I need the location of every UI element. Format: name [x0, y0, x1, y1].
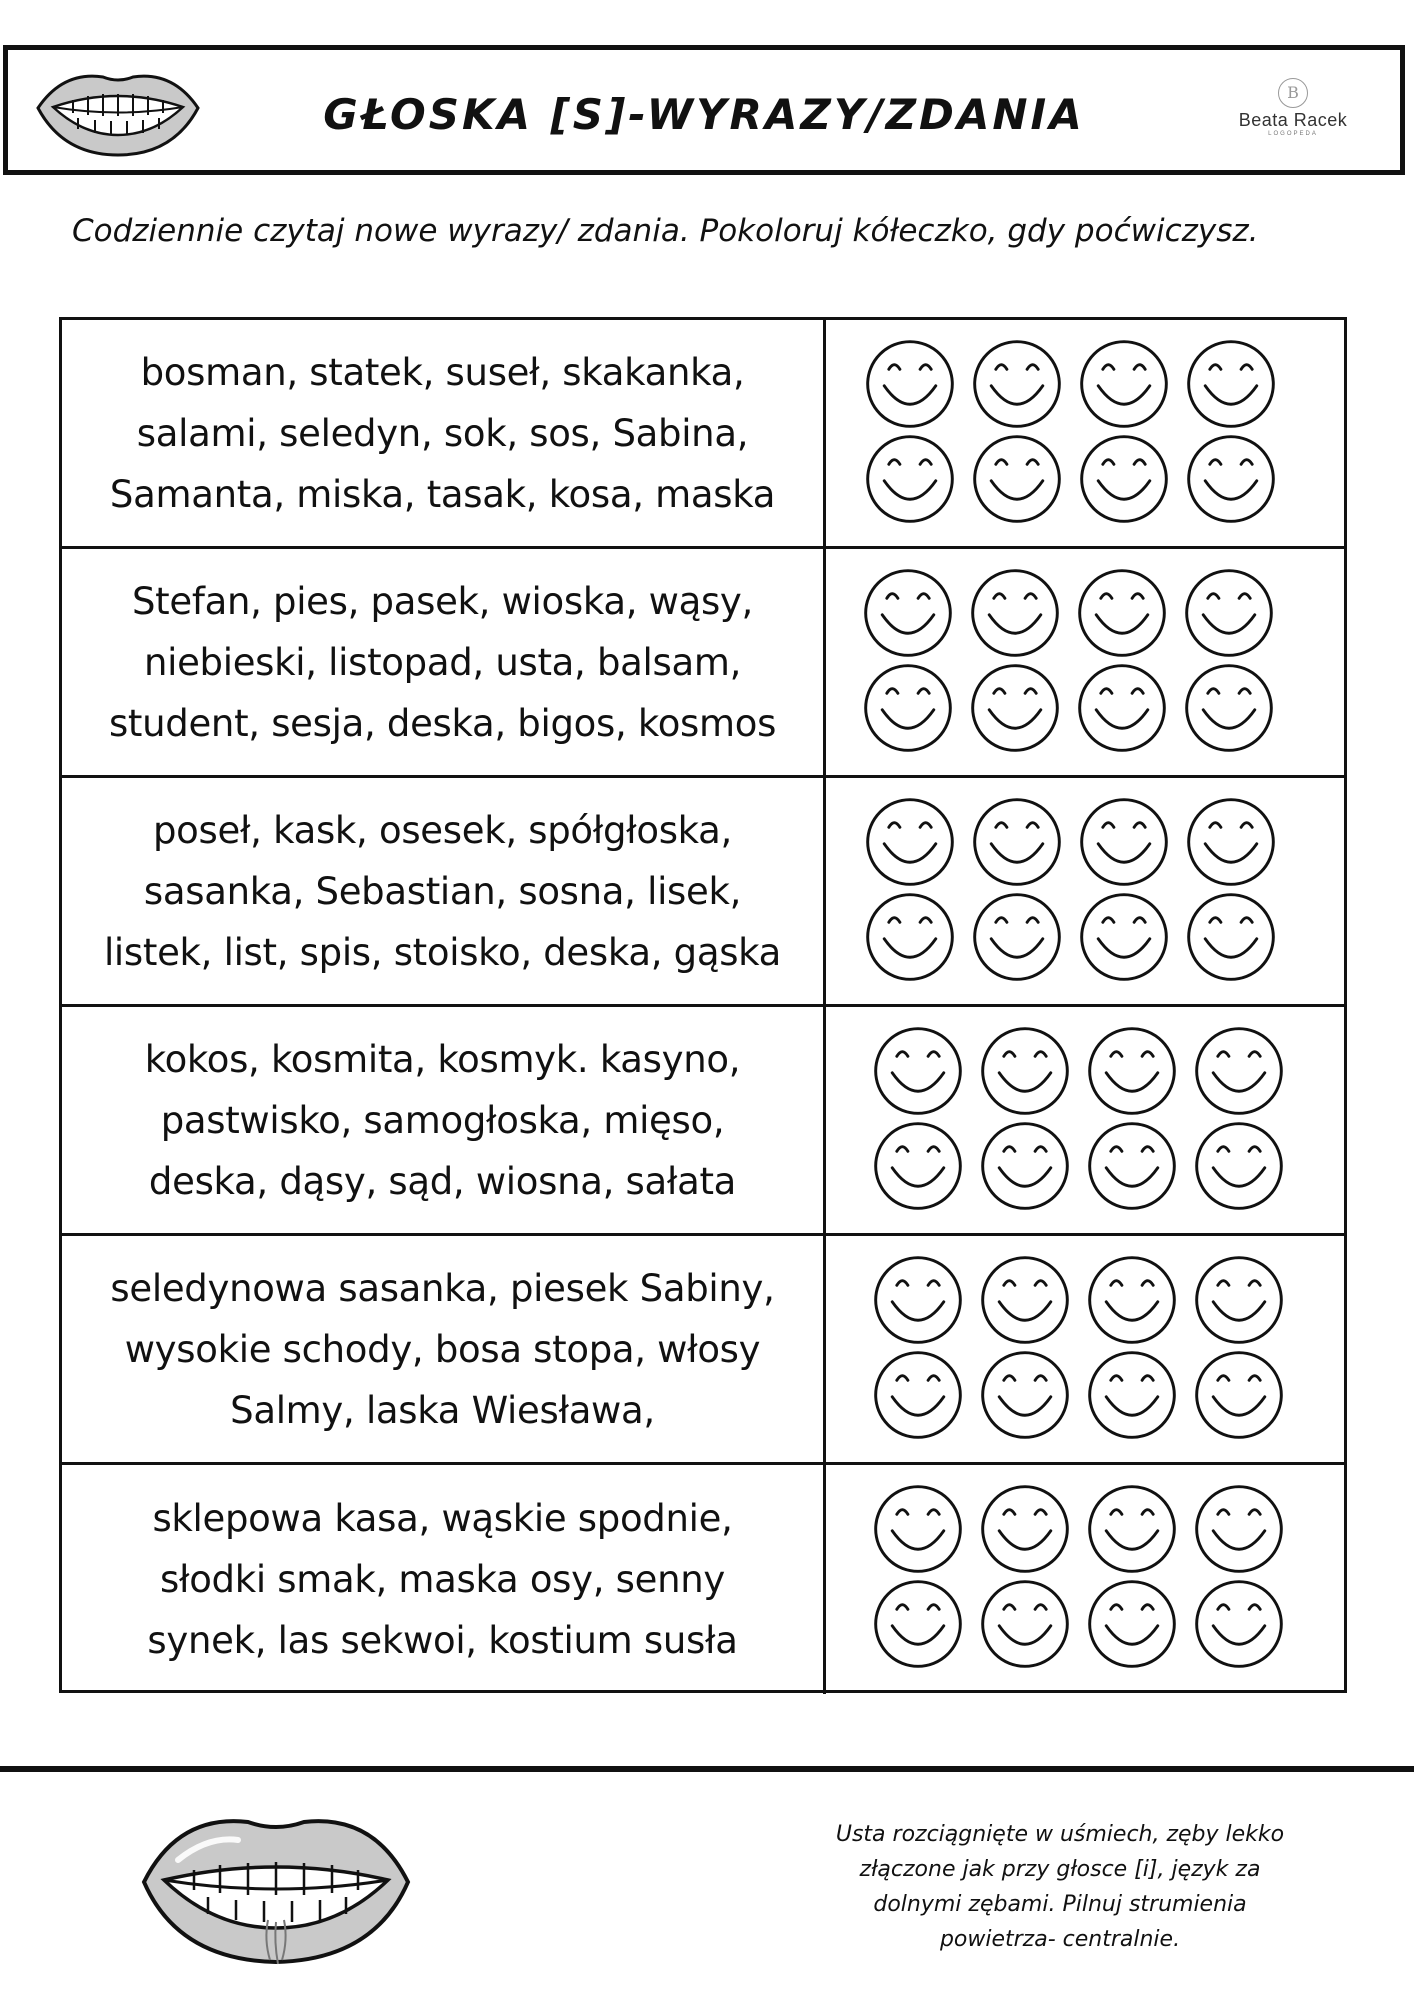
word-line: listek, list, spis, stoisko, deska, gąska: [103, 930, 782, 974]
smiley-checkbox[interactable]: [1185, 891, 1277, 983]
smiley-checkbox[interactable]: [862, 567, 954, 659]
smiley-checkbox[interactable]: [979, 1349, 1071, 1441]
table-row: [62, 1007, 1344, 1236]
word-line: bosman, statek, suseł, skakanka,: [140, 350, 745, 394]
smiley-checkbox[interactable]: [1183, 567, 1275, 659]
smiling-lips-icon: [138, 1800, 414, 1968]
smiley-grid: [826, 1465, 1344, 1694]
table-row: [62, 320, 1344, 549]
brand-name: Beata Racek: [1238, 110, 1348, 130]
word-list: [62, 549, 823, 775]
smiley-checkbox[interactable]: [979, 1120, 1071, 1212]
word-list: [62, 320, 823, 546]
note-line: dolnymi zębami. Pilnuj strumienia: [873, 1892, 1247, 1917]
table-row: [62, 549, 1344, 778]
header-box: [3, 45, 1405, 175]
table-row: [62, 1465, 1344, 1694]
smiley-checkbox[interactable]: [971, 891, 1063, 983]
smiley-checkbox[interactable]: [864, 433, 956, 525]
smiley-checkbox[interactable]: [872, 1349, 964, 1441]
word-line: sasanka, Sebastian, sosna, lisek,: [143, 869, 742, 913]
word-list: [62, 778, 823, 1004]
word-line: słodki smak, maska osy, senny: [160, 1558, 725, 1601]
note-line: powietrza- centralnie.: [939, 1927, 1181, 1952]
smiley-checkbox[interactable]: [1078, 796, 1170, 888]
smiley-checkbox[interactable]: [979, 1578, 1071, 1670]
word-line: salami, seledyn, sok, sos, Sabina,: [136, 411, 749, 455]
smiley-checkbox[interactable]: [1185, 338, 1277, 430]
smiley-checkbox[interactable]: [864, 891, 956, 983]
smiley-checkbox[interactable]: [1086, 1483, 1178, 1575]
word-line: poseł, kask, osesek, spółgłoska,: [153, 808, 732, 852]
smiley-checkbox[interactable]: [1078, 891, 1170, 983]
smiley-checkbox[interactable]: [969, 567, 1061, 659]
smiley-checkbox[interactable]: [971, 338, 1063, 430]
smiley-checkbox[interactable]: [1185, 796, 1277, 888]
smiley-checkbox[interactable]: [979, 1483, 1071, 1575]
smiley-checkbox[interactable]: [971, 433, 1063, 525]
instruction-text: Codziennie czytaj nowe wyrazy/ zdania. Pokoloruj kółeczko, gdy poćwiczysz.: [72, 213, 1259, 249]
smiley-checkbox[interactable]: [872, 1120, 964, 1212]
word-line: Stefan, pies, pasek, wioska, wąsy,: [131, 579, 753, 623]
table-row: [62, 778, 1344, 1007]
smiley-checkbox[interactable]: [1086, 1349, 1178, 1441]
smiley-checkbox[interactable]: [979, 1025, 1071, 1117]
smiley-checkbox[interactable]: [1086, 1254, 1178, 1346]
smiley-checkbox[interactable]: [862, 662, 954, 754]
word-line: niebieski, listopad, usta, balsam,: [143, 640, 742, 684]
word-line: Salmy, laska Wiesława,: [230, 1388, 655, 1432]
word-line: synek, las sekwoi, kostium susła: [147, 1619, 738, 1662]
word-line: pastwisko, samogłoska, mięso,: [160, 1098, 725, 1142]
smiley-checkbox[interactable]: [864, 338, 956, 430]
word-line: kokos, kosmita, kosmyk. kasyno,: [144, 1037, 741, 1081]
smiley-checkbox[interactable]: [1193, 1254, 1285, 1346]
smiley-checkbox[interactable]: [1193, 1483, 1285, 1575]
word-line: sklepowa kasa, wąskie spodnie,: [152, 1497, 733, 1540]
page-title: GŁOSKA [S]-WYRAZY/ZDANIA: [323, 90, 1085, 139]
brand-subtitle: LOGOPEDA: [1268, 131, 1318, 137]
exercise-table: [59, 317, 1347, 1693]
smiley-checkbox[interactable]: [1076, 567, 1168, 659]
smiley-checkbox[interactable]: [1193, 1578, 1285, 1670]
smiley-checkbox[interactable]: [872, 1254, 964, 1346]
smiley-checkbox[interactable]: [1086, 1120, 1178, 1212]
footer-divider: [0, 1766, 1414, 1772]
word-line: seledynowa sasanka, piesek Sabiny,: [110, 1266, 775, 1310]
word-line: student, sesja, deska, bigos, kosmos: [108, 701, 777, 745]
smiley-checkbox[interactable]: [971, 796, 1063, 888]
smiley-checkbox[interactable]: [872, 1578, 964, 1670]
smiley-checkbox[interactable]: [1078, 338, 1170, 430]
brand-logo: [1218, 78, 1368, 137]
smiley-checkbox[interactable]: [1185, 433, 1277, 525]
smiley-checkbox[interactable]: [872, 1483, 964, 1575]
note-line: Usta rozciągnięte w uśmiech, zęby lekko: [835, 1822, 1285, 1847]
word-list: [62, 1236, 823, 1462]
smiley-grid: [826, 1007, 1344, 1233]
smiley-checkbox[interactable]: [969, 662, 1061, 754]
word-list: [62, 1465, 823, 1694]
smiley-checkbox[interactable]: [872, 1025, 964, 1117]
smiley-checkbox[interactable]: [1076, 662, 1168, 754]
smiley-grid: [826, 778, 1344, 1004]
smiley-checkbox[interactable]: [1193, 1120, 1285, 1212]
table-row: [62, 1236, 1344, 1465]
word-line: Samanta, miska, tasak, kosa, maska: [109, 472, 776, 516]
smiley-checkbox[interactable]: [979, 1254, 1071, 1346]
articulation-note: [790, 1817, 1330, 1957]
smiley-checkbox[interactable]: [864, 796, 956, 888]
smiley-checkbox[interactable]: [1086, 1025, 1178, 1117]
smiley-checkbox[interactable]: [1193, 1349, 1285, 1441]
word-line: wysokie schody, bosa stopa, włosy: [124, 1327, 761, 1371]
smiley-checkbox[interactable]: [1183, 662, 1275, 754]
note-line: złączone jak przy głosce [i], język za: [859, 1857, 1261, 1882]
smiley-checkbox[interactable]: [1086, 1578, 1178, 1670]
smiley-checkbox[interactable]: [1078, 433, 1170, 525]
brand-monogram: B: [1278, 78, 1308, 108]
word-list: [62, 1007, 823, 1233]
smiley-grid: [826, 549, 1344, 775]
smiley-grid: [826, 320, 1344, 546]
smiley-checkbox[interactable]: [1193, 1025, 1285, 1117]
smiley-grid: [826, 1236, 1344, 1462]
word-line: deska, dąsy, sąd, wiosna, sałata: [148, 1159, 737, 1203]
